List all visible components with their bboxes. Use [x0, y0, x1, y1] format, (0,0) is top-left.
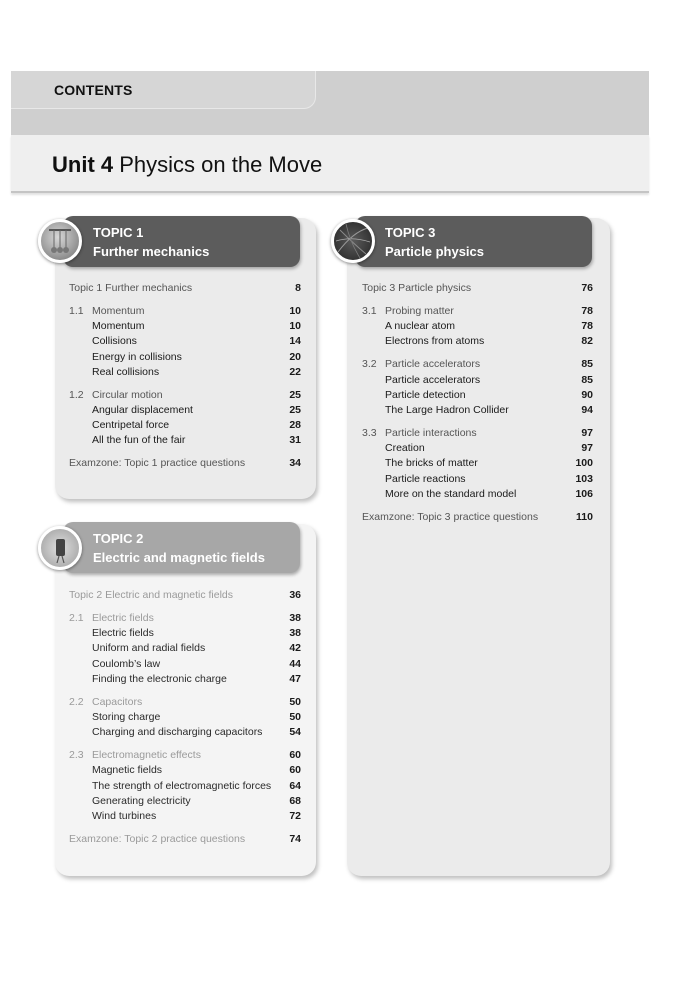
- topic3-section-3.2-page: 85: [581, 358, 593, 371]
- topic1-item: [69, 404, 301, 418]
- topic1-section-1.2-text: Circular motion: [92, 388, 163, 401]
- topic2-item: [69, 673, 301, 687]
- topic1-exam-text: Examzone: Topic 1 practice questions: [69, 457, 246, 470]
- topic2-item-page: 42: [289, 642, 301, 655]
- topic1-section-1.1-text: Momentum: [92, 305, 145, 317]
- topic3-item-page: 78: [581, 320, 593, 333]
- topic2-item-page: 60: [289, 764, 301, 777]
- topic1-item: [69, 351, 301, 365]
- topic-2-title: Electric and magnetic fields: [93, 550, 265, 565]
- topic3-item: [362, 389, 593, 403]
- unit-name: Physics on the Move: [113, 152, 323, 177]
- topic2-item-page: 72: [289, 810, 301, 822]
- topic2-section-2.2-text: Capacitors: [92, 695, 143, 708]
- topic2-item-page: 44: [289, 657, 301, 670]
- topic3-section-3.1: [362, 305, 593, 319]
- topic3-section-3.3-text: Particle interactions: [385, 427, 477, 439]
- topic3-item-text: More on the standard model: [385, 487, 517, 500]
- section-number: 3.1: [362, 305, 377, 317]
- contents-label: CONTENTS: [54, 82, 133, 98]
- topic2-section-2.1-text: Electric fields: [92, 612, 154, 624]
- topic2-item: [69, 711, 301, 725]
- section-number: 3.2: [362, 358, 377, 371]
- topic2-item: [69, 658, 301, 672]
- topic2-item-text: Wind turbines: [92, 810, 157, 822]
- topic-2-banner: [63, 522, 300, 573]
- topic1-item-page: 20: [289, 350, 301, 363]
- topic3-item-page: 82: [581, 335, 593, 348]
- topic3-section-3.2: [362, 358, 593, 372]
- topic3-item-text: Creation: [385, 442, 425, 455]
- topic2-item: [69, 642, 301, 656]
- topic-1-title: Further mechanics: [93, 244, 210, 259]
- topic3-item-page: 100: [575, 457, 593, 470]
- topic1-exam-page: 34: [289, 457, 301, 470]
- topic3-section-3.1-page: 78: [581, 305, 593, 317]
- topic2-intro-text: Topic 2 Electric and magnetic fields: [69, 589, 233, 601]
- topic1-item-text: Real collisions: [92, 365, 160, 378]
- topic3-item: [362, 335, 593, 349]
- topic2-item: [69, 764, 301, 778]
- topic1-section-1.2: [69, 389, 301, 403]
- topic2-section-2.3-text: Electromagnetic effects: [92, 749, 201, 762]
- topic3-section-3.2-text: Particle accelerators: [385, 358, 481, 371]
- topic3-item-text: The Large Hadron Collider: [385, 404, 509, 416]
- topic1-item-text: Collisions: [92, 335, 137, 348]
- topic2-item-page: 50: [289, 711, 301, 723]
- topic1-section-1.1: [69, 305, 301, 319]
- topic3-item: [362, 473, 593, 487]
- topic-1-label: TOPIC 1: [93, 225, 144, 240]
- topic2-section-2.2-page: 50: [289, 695, 301, 708]
- topic3-item-page: 97: [581, 442, 593, 455]
- topic1-item-text: All the fun of the fair: [92, 434, 186, 447]
- topic2-item-text: Finding the electronic charge: [92, 672, 227, 685]
- topic2-item-page: 38: [289, 627, 301, 640]
- topic3-item-text: A nuclear atom: [385, 320, 456, 333]
- topic1-intro-page: 8: [295, 282, 301, 294]
- topic2-item: [69, 810, 301, 824]
- topic1-item-page: 14: [289, 335, 301, 348]
- topic3-item: [362, 404, 593, 418]
- topic1-item: [69, 434, 301, 448]
- topic3-item-page: 85: [581, 373, 593, 386]
- topic1-item-text: Energy in collisions: [92, 350, 182, 363]
- topic2-section-2.1-page: 38: [289, 612, 301, 624]
- topic1-item: [69, 366, 301, 380]
- topic3-item: [362, 442, 593, 456]
- topic2-item-text: Charging and discharging capacitors: [92, 726, 263, 739]
- section-number: 2.3: [69, 749, 84, 762]
- topic3-item: [362, 488, 593, 502]
- topic-3-title: Particle physics: [385, 244, 484, 259]
- section-number: 2.1: [69, 612, 84, 624]
- topic3-section-3.3: [362, 427, 593, 441]
- topic3-item: [362, 457, 593, 471]
- topic1-section-1.2-page: 25: [289, 388, 301, 401]
- topic3-item-page: 103: [575, 472, 593, 485]
- topic-2-label: TOPIC 2: [93, 531, 144, 546]
- topic1-item-page: 10: [289, 320, 301, 333]
- topic2-item-text: Uniform and radial fields: [92, 642, 206, 655]
- topic3-intro-page: 76: [581, 282, 593, 294]
- particle-tracks-photo-icon: [331, 219, 375, 263]
- topic2-intro: [69, 589, 301, 603]
- topic2-item-text: Storing charge: [92, 711, 161, 723]
- topic2-exam-page: 74: [289, 833, 301, 845]
- topic2-item-text: Coulomb’s law: [92, 657, 161, 670]
- topic2-item: [69, 795, 301, 809]
- topic-1-banner: [63, 216, 300, 267]
- topic3-item: [362, 374, 593, 388]
- topic2-intro-page: 36: [289, 589, 301, 601]
- topic3-exam-page: 110: [576, 510, 593, 523]
- section-number: 1.2: [69, 388, 84, 401]
- topic3-section-3.3-page: 97: [581, 427, 593, 439]
- topic1-exam: [69, 457, 301, 471]
- topic2-item-text: Electric fields: [92, 627, 154, 640]
- section-number: 2.2: [69, 695, 84, 708]
- topic1-intro: [69, 282, 301, 296]
- topic3-item-text: Particle detection: [385, 388, 466, 401]
- topic3-item-page: 106: [575, 487, 593, 500]
- topic2-exam: [69, 833, 301, 847]
- topic1-item: [69, 419, 301, 433]
- topic2-item: [69, 627, 301, 641]
- pendulum-balls-photo-icon: [38, 219, 82, 263]
- topic2-item-page: 68: [289, 794, 301, 807]
- topic3-item: [362, 320, 593, 334]
- topic2-section-2.2: [69, 696, 301, 710]
- topic1-intro-text: Topic 1 Further mechanics: [69, 282, 193, 294]
- topic2-section-2.3-page: 60: [289, 749, 301, 762]
- topic1-item-page: 25: [289, 404, 301, 416]
- topic3-item-text: Particle reactions: [385, 472, 466, 485]
- topic2-section-2.3: [69, 749, 301, 763]
- section-number: 1.1: [69, 305, 84, 317]
- unit-number: Unit 4: [52, 152, 114, 177]
- topic1-item-page: 22: [289, 365, 301, 378]
- topic-3-label: TOPIC 3: [385, 225, 436, 240]
- topic1-item-page: 28: [289, 419, 301, 432]
- topic2-item-text: The strength of electromagnetic forces: [92, 779, 272, 792]
- topic3-item-page: 94: [581, 404, 593, 416]
- topic3-section-3.1-text: Probing matter: [385, 305, 454, 317]
- topic1-section-1.1-page: 10: [289, 305, 301, 317]
- topic2-item-text: Generating electricity: [92, 794, 191, 807]
- topic1-item: [69, 320, 301, 334]
- topic1-item: [69, 335, 301, 349]
- topic-3-banner: [355, 216, 592, 267]
- topic3-item-text: The bricks of matter: [385, 457, 478, 470]
- topic3-item-text: Particle accelerators: [385, 373, 481, 386]
- topic1-item-text: Centripetal force: [92, 419, 170, 432]
- topic3-exam: [362, 511, 593, 525]
- topic3-intro: [362, 282, 593, 296]
- section-number: 3.3: [362, 427, 377, 439]
- topic1-item-text: Angular displacement: [92, 404, 193, 416]
- topic2-item-page: 54: [289, 726, 301, 739]
- topic2-item: [69, 780, 301, 794]
- topic3-exam-text: Examzone: Topic 3 practice questions: [362, 510, 539, 523]
- topic2-item: [69, 726, 301, 740]
- topic3-intro-text: Topic 3 Particle physics: [362, 282, 472, 294]
- topic2-item-text: Magnetic fields: [92, 764, 163, 777]
- unit-title: [52, 152, 322, 178]
- topic2-item-page: 64: [289, 779, 301, 792]
- topic2-section-2.1: [69, 612, 301, 626]
- topic3-item-text: Electrons from atoms: [385, 335, 485, 348]
- topic2-item-page: 47: [289, 672, 301, 685]
- topic1-item-text: Momentum: [92, 320, 145, 333]
- capacitor-photo-icon: [38, 526, 82, 570]
- topic1-item-page: 31: [289, 434, 301, 447]
- topic2-exam-text: Examzone: Topic 2 practice questions: [69, 833, 246, 845]
- topic3-item-page: 90: [581, 388, 593, 401]
